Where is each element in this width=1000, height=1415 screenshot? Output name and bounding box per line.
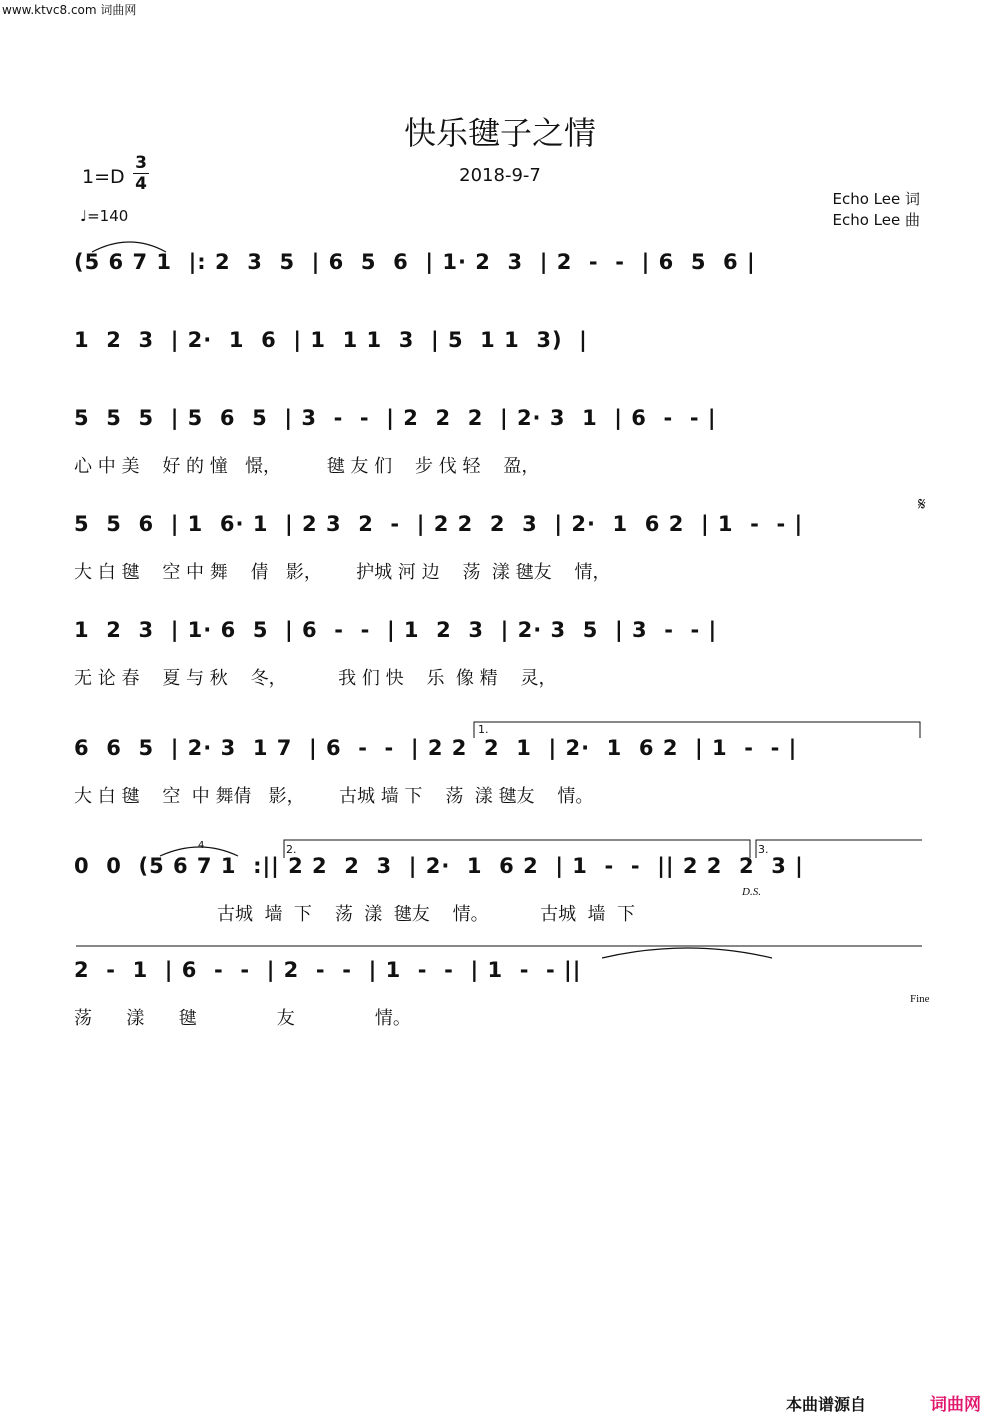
footer-source: 本曲谱源自 [786, 1395, 867, 1414]
notation-row: 5 5 6 | 1 6· 1 | 2 3 2 - | 2 2 2 3 | 2· 1 6 2 | 1 - - | [74, 512, 804, 536]
lyric-row: 无 论 春 夏 与 秋 冬， 我 们 快 乐 像 精 灵， [74, 668, 557, 689]
composer-credit: Echo Lee 曲 [832, 211, 920, 229]
notation-row: 6 6 5 | 2· 3 1 7 | 6 - - | 2 2 2 1 | 2· 1 6 2 | 1 - - | [74, 736, 798, 760]
notation-row: 5 5 5 | 5 6 5 | 3 - - | 2 2 2 | 2· 3 1 | 6 - - | [74, 406, 717, 430]
lyric-row: 大 白 毽 空 中 舞倩 影， 古城 墙 下 荡 漾 毽友 情。 [74, 786, 594, 807]
time-signature-top: 3 [133, 153, 149, 174]
lyric-row: 荡 漾 毽 友 情。 [74, 1008, 411, 1029]
song-date: 2018-9-7 [459, 165, 541, 186]
ds-mark: D.S. [742, 886, 761, 898]
quarter-note-icon: ♩ [80, 207, 88, 225]
footer-logo: 词曲网 [930, 1395, 981, 1415]
volta-bracket [756, 840, 922, 858]
lyricist-credit: Echo Lee 词 [832, 190, 920, 208]
notation-row: 2 - 1 | 6 - - | 2 - - | 1 - - | 1 - - || [74, 958, 582, 982]
lyric-row: 古城 墙 下 荡 漾 毽友 情。 古城 墙 下 [74, 904, 635, 925]
tie-arc [602, 948, 772, 958]
tuplet-number: 4 [198, 840, 205, 851]
notation-row: 1 2 3 | 2· 1 6 | 1 1 1 3 | 5 1 1 3) | [74, 328, 588, 352]
tie-arc [160, 847, 238, 856]
lyric-row: 大 白 毽 空 中 舞 倩 影， 护城 河 边 荡 漾 毽友 情， [74, 562, 611, 583]
key-signature: 1=D [82, 166, 125, 188]
tie-arc [92, 242, 166, 252]
tempo-value: =140 [87, 207, 129, 225]
volta-2-label: 2. [286, 843, 297, 856]
segno-mark: 𝄋 [918, 494, 926, 515]
song-title: 快乐毽子之情 [403, 114, 596, 152]
lyric-row: 心 中 美 好 的 憧 憬， 毽 友 们 步 伐 轻 盈， [74, 456, 540, 477]
volta-bracket [284, 840, 750, 858]
volta-3-label: 3. [758, 843, 769, 856]
fine-mark: Fine [910, 993, 930, 1005]
notation-row: 0 0 (5 6 7 1 :|| 2 2 2 3 | 2· 1 6 2 | 1 - - || 2 2 2 3 | [74, 854, 804, 878]
volta-1-label: 1. [478, 723, 489, 736]
volta-bracket [474, 722, 920, 738]
notation-row: (5 6 7 1 |: 2 3 5 | 6 5 6 | 1· 2 3 | 2 - - | 6 5 6 | [74, 250, 756, 274]
time-signature-bottom: 4 [135, 174, 147, 194]
site-watermark: www.ktvc8.com 词曲网 [2, 3, 137, 17]
notation-row: 1 2 3 | 1· 6 5 | 6 - - | 1 2 3 | 2· 3 5 | 3 - - | [74, 618, 718, 642]
